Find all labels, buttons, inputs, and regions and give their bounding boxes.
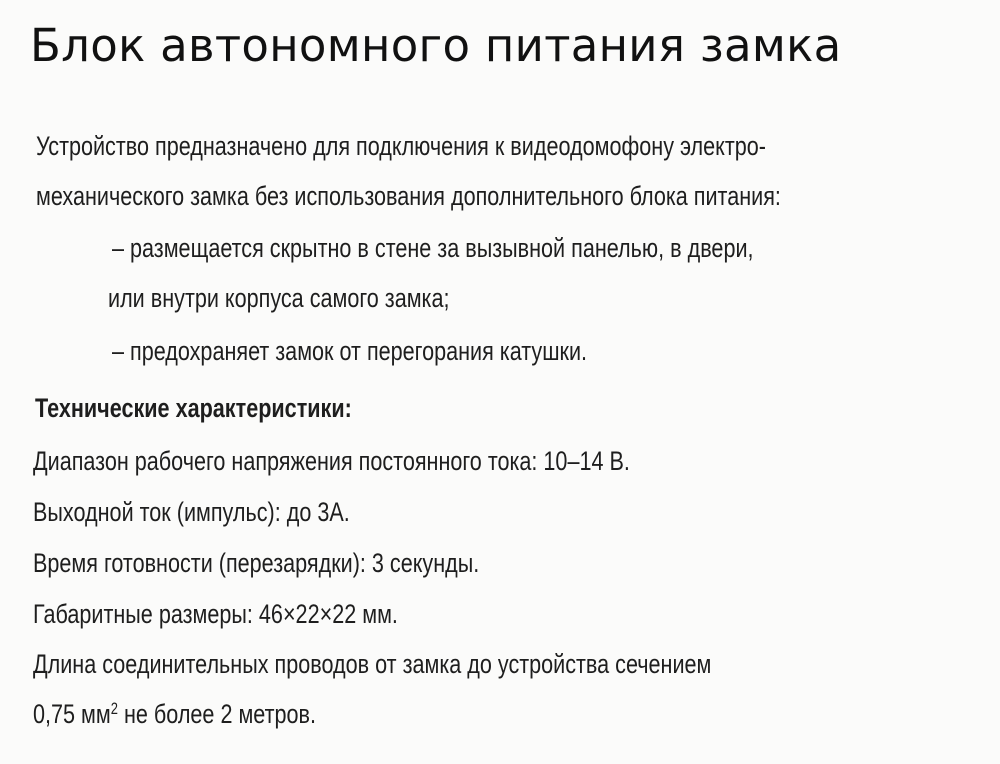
spec-wire-line-1: Длина соединительных проводов от замка до устройства сечением: [33, 649, 712, 679]
spec-voltage: Диапазон рабочего напряжения постоянного тока: 10–14 В.: [33, 446, 630, 476]
page-title: Блок автономного питания замка: [30, 19, 842, 72]
bullet-1-line-2: или внутри корпуса самого замка;: [108, 283, 450, 313]
spec-wire-length: не более 2 метров.: [117, 699, 317, 729]
intro-line-2: механического замка без использования дополнительного блока питания:: [36, 181, 781, 211]
bullet-1-line-1: – размещается скрытно в стене за вызывной панелью, в двери,: [112, 233, 754, 263]
spec-wire-line-2: [33, 696, 316, 732]
squared-superscript: 2: [110, 700, 118, 719]
spec-dimensions: Габаритные размеры: 46×22×22 мм.: [33, 599, 398, 629]
spec-wire-cross-section: 0,75 мм: [33, 699, 111, 729]
spec-current: Выходной ток (импульс): до 3А.: [33, 497, 350, 527]
intro-line-1: Устройство предназначено для подключения к видеодомофону электро-: [36, 131, 766, 161]
bullet-2-line-1: – предохраняет замок от перегорания катушки.: [112, 336, 588, 366]
spec-ready-time: Время готовности (перезарядки): 3 секунды.: [33, 548, 480, 578]
specs-heading: Технические характеристики:: [35, 393, 352, 423]
